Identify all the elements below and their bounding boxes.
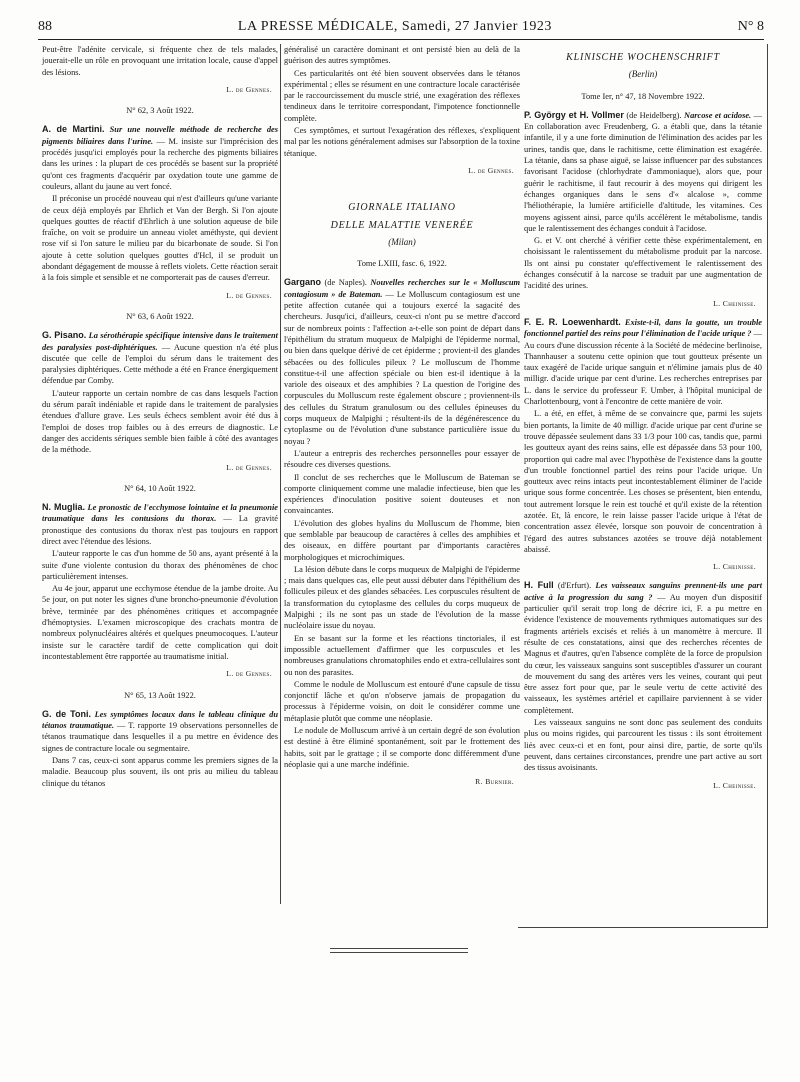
paragraph: L. a été, en effet, à même de se convaincre que, parmi les sujets bien portants, la limite de 40 milligr. d'acide urique par cent d'urine se trouve dépassée seulement dans 33 1/3 pour 100 cas, tandis que, parmi les goutteux ayant des reins sains, elle est dépassée dans 53 pour 100, proportion qui cadre mal avec l'hypothèse de l'existence dans la goutte d'un trouble fonctionnel partiel des reins pour l'acide urique. Un goutteux avec reins intacts peut incontestablement éliminer de l'acide urique sous forme concentrée. Les choses se présentent, bien entendu, tout autrement lorsque le rein est touché et qu'il existe de la rétention azotée. Et, là encore, le rein laisse passer l'acide urique à l'état de concentration assez élevée, lorsque son pouvoir de concentration à l'égard des autres substances azotées se trouve déjà notablement abaissé. xyxy=(524,409,762,554)
article-text: — La gravité pronostique des contusions du thorax n'est pas toujours en rapport direct avec l'étendue des lésions. xyxy=(42,514,278,546)
column-2 xyxy=(284,44,520,792)
article-text: — En collaboration avec Freudenberg, G. a établi que, dans la tétanie infantile, il y a une forte diminution de l'élimination des acides par les urines, tandis que, dans le rachitisme, cette élimination est exagérée. La tétanie, dans sa phase aiguë, se laisse influencer par des substances favorisant l'acidose (chlorhydrate d'ammoniaque), alors que, pour guérir le rachitisme, il faut recourir à des moyens qui dirigent les échanges organiques dans le sens d'« alcalose », comme l'héliothérapie, la lumière artificielle d'altitude, les vitamines. Ces moyens agissent ainsi, parce qu'ils accélèrent le métabolisme, tandis que le ralentissement des échanges conduit à l'acidose. xyxy=(524,110,763,233)
article-text: — Aucune question n'a été plus discutée que celle de l'emploi du sérum dans le traitement des paralysies diphtériques. Cette méthode a été en France énergiquement défendue par Comby. xyxy=(42,342,279,386)
article-text: — M. insiste sur l'imprécision des procédés jusqu'ici employés pour la recherche des pigments biliaires dans les urines : la plupart de ces procédés se basent sur la propriété qu'ont ces fragments d'acquérir par oxydation toute une gamme de couleurs, allant du jaune au vert foncé. xyxy=(42,136,278,191)
article-author: Gargano xyxy=(284,277,322,288)
article-text: — T. rapporte 19 observations personnelles de tétanos traumatique dans lesquelles il a pu mettre en évidence des signes de contracture locale ou segmentaire. xyxy=(42,721,279,753)
article-text: — Au cours d'une discussion récente à la Société de médecine berlinoise, Thannhauser a soutenu cette opinion que tout goutteux présente un taux exagéré de l'acide urique sanguin et n'élimine jamais plus de 40 milligr. d'acide urique par cent d'urine. Les recherches entreprises par L. dans le service du professeur F. Umber, à l'hôpital municipal de Charlottenbourg, vont à l'encontre de cette manière de voir. xyxy=(524,329,762,407)
article-author: G. de Toni. xyxy=(42,708,91,719)
article-text: — Le Molluscum contagiosum est une petite affection cutanée qui a toujours exercé la sagacité des chercheurs. Jusqu'ici, d'ailleurs, ceux-ci n'ont pu se mettre d'accord sur de nombreux points : l'affection a-t-elle son point de départ dans l'épithélium du stratum muqueux de Malpighi de l'épiderme normal, ou bien dans quelque dérivé de cet épiderme ; provient-il des glandes sébacées ou des follicules pileux ? Le molluscum de l'homme constitue-t-il une affection spéciale ou bien est-il identique à la variole des oiseaux et des amphibies ? La question de l'origine des corpuscules du Molluscum reste également obscure ; proviennent-ils des cellules du Stratum granulosum ou des cellules épineuses du corps muqueux de Malpighi ; résultent-ils de la dégénérescence du cytoplasme ou de l'évolution d'une substance particulière issue du noyau ? xyxy=(284,289,520,446)
paragraph: Peut-être l'adénite cervicale, si fréquente chez de tels malades, jouerait-elle un rôle en provoquant une irritation locale, cause d'appel des lésions. xyxy=(42,45,278,77)
journal-title: KLINISCHE WOCHENSCHRIFT xyxy=(566,52,720,63)
issue-number: N° 8 xyxy=(737,19,764,34)
signature: L. de Gennes. xyxy=(226,669,272,679)
article-affiliation: (de Naples). xyxy=(324,278,367,288)
article-title: Narcose et acidose. xyxy=(684,110,752,120)
column-1 xyxy=(42,44,278,790)
paragraph: Il conclut de ses recherches que le Molluscum de Bateman se comporte cliniquement comme une maladie infectieuse, bien que les expériences d'inoculation positive soient douteuses et non convaincantes. xyxy=(284,472,520,516)
paragraph: Les vaisseaux sanguins ne sont donc pas seulement des conduits plus ou moins rigides, qui parcourent les tissus : ils sont étroitement liés avec ceux-ci et en font, pour ainsi dire, partie, de sorte qu'ils peuvent, dans certaines circonstances, prendre une part active au sort des tissus avoisinants. xyxy=(524,718,762,773)
article-title: Les symptômes locaux dans le tableau clinique du tétanos traumatique. xyxy=(42,709,278,731)
article-author: F. E. R. Loewenhardt. xyxy=(524,316,621,327)
journal-title: GIORNALE ITALIANO xyxy=(348,202,456,214)
paragraph: G. et V. ont cherché à vérifier cette thèse expérimentalement, en choisissant le ralentissement du métabolisme produit par la narcose. Ils ont ainsi pu constater qu'effectivement le ralentissement des échanges consécutif à la narcose se traduit par une augmentation de l'acidité des urines. xyxy=(524,236,762,291)
signature: L. Cheinisse. xyxy=(713,780,756,790)
journal-city: (Berlin) xyxy=(628,69,658,80)
article-entry xyxy=(42,502,278,547)
page-number: 88 xyxy=(38,19,52,34)
article-title: La sérothérapie spécifique intensive dans le traitement des paralysies post-diphtériques. xyxy=(42,331,279,352)
issue-reference: N° 64, 10 Août 1922. xyxy=(124,483,196,493)
article-title: Existe-t-il, dans la goutte, un trouble fonctionnel partiel des reins pour l'élimination de l'acide urique ? xyxy=(524,317,763,339)
paragraph: Ces symptômes, et surtout l'exagération des réflexes, s'expliquent mal par les notions généralement admises sur l'absorption de la toxine tétanique. xyxy=(284,126,520,158)
journal-title-line-2: DELLE MALATTIE VENERÉE xyxy=(330,219,474,231)
paragraph: L'auteur rapporte le cas d'un homme de 50 ans, ayant présenté à la suite d'une violente contusion du thorax des phénomènes de choc particulièrement intenses. xyxy=(42,549,278,581)
article-affiliation: (de Heidelberg). xyxy=(626,110,682,120)
article-author: H. Full xyxy=(524,580,554,591)
article-title: Sur une nouvelle méthode de recherche des pigments biliaires dans l'urine. xyxy=(42,125,278,146)
signature: R. Burnier. xyxy=(475,777,514,787)
article-entry xyxy=(42,124,278,192)
signature: L. de Gennes. xyxy=(226,84,272,94)
signature: L. de Gennes. xyxy=(468,165,514,175)
article-title: Les vaisseaux sanguins prennent-ils une part active à la progression du sang ? xyxy=(524,581,763,602)
article-text: — Au moyen d'un dispositif particulier qu'il serait trop long de décrire ici, F. a pu mettre en évidence l'existence de mouvements rythmiques automatiques sur des fragments artériels excisés et reliés à un manomètre à mercure. Il résulte de ces constatations, ainsi que des recherches récentes de Magnus et d'autres, qu'en l'absence complète de la force de propulsion du cœur, les vaisseaux sanguins sont susceptibles d'assurer un courant de mouvement du sang des artères vers les veines, courant qui peut être assez fort pour que, par le seule vertu de cette activité des vaisseaux, les systèmes artériel et capillaire parviennent à se vider complètement. xyxy=(524,592,762,715)
article-title: Nouvelles recherches sur le « Molluscum contagiosum » de Bateman. xyxy=(284,278,520,299)
column-divider-1 xyxy=(280,44,281,904)
article-affiliation: (d'Erfurt). xyxy=(557,581,592,591)
issue-reference: N° 62, 3 Août 1922. xyxy=(126,106,194,116)
paragraph: Comme le nodule de Molluscum est entouré d'une capsule de tissu conjonctif lâche et qu'on n'observe jamais de propagation du processus à l'épiderme voisin, on doit le considérer comme une métaplasie plutôt que comme une néoplasie. xyxy=(284,679,520,723)
signature: L. Cheinisse. xyxy=(713,298,756,308)
issue-reference: Tome Ier, n° 47, 18 Novembre 1922. xyxy=(581,91,705,101)
paragraph: Le nodule de Molluscum arrivé à un certain degré de son évolution est destiné à être éliminé spontanément, soit par le frottement des habits, soit par le grattage ; il se comporte donc différemment d'une néoplasie qui a une marche indéfinie. xyxy=(284,726,520,769)
article-entry xyxy=(524,110,762,234)
paragraph: En se basant sur la forme et les réactions tinctoriales, il est impossible actuellement d'affirmer que les corpuscules et les nombreuses granulations chromatophiles endo et extra-cellulaires sont ou non des parasites. xyxy=(284,633,520,677)
article-author: N. Muglia. xyxy=(42,502,85,513)
journal-city: (Milan) xyxy=(388,236,416,247)
paragraph: généralisé un caractère dominant et ont persisté bien au delà de la guérison des autres symptômes. xyxy=(284,45,520,66)
article-entry xyxy=(42,330,278,386)
signature: L. de Gennes. xyxy=(226,290,272,300)
article-entry xyxy=(42,709,278,754)
article-entry xyxy=(284,277,520,446)
paragraph: L'auteur rapporte un certain nombre de cas dans lesquels l'action du sérum paraît indéniable et rapide dans le traitement de paralysies étendues d'allure grave. Les seuls échecs semblent avoir été dus à l'emploi de doses trop faibles ou à des erreurs de diagnostic. Le danger des accidents sériques semble bien faible à côté des avantages de la méthode. xyxy=(42,388,278,455)
paragraph: L'auteur a entrepris des recherches personnelles pour essayer de résoudre ces diverses questions. xyxy=(284,448,520,470)
article-title: Le pronostic de l'ecchymose lointaine et la pneumonie traumatique dans les contusions du thorax. xyxy=(42,503,279,524)
signature: L. Cheinisse. xyxy=(713,562,756,572)
signature: L. de Gennes. xyxy=(226,462,272,472)
article-entry xyxy=(524,580,762,716)
paragraph: L'évolution des globes hyalins du Molluscum de l'homme, bien que semblable par beaucoup de caractères à celles des amphibies et des oiseaux, en diffère pourtant par d'importants caractères morphologiques et microchimiques. xyxy=(284,518,520,562)
column-3 xyxy=(524,44,762,795)
article-author: P. György et H. Vollmer xyxy=(524,109,624,120)
issue-reference: N° 63, 6 Août 1922. xyxy=(126,311,194,321)
paragraph: La lésion débute dans le corps muqueux de Malpighi de l'épiderme ; mais dans quelques cas, elle peut aussi débuter dans l'épithélium des follicules pileux et des glandes sébacées. Les corpuscules résultent de la transformation du cytoplasme des cellules du corps muqueux de Malpighi ; ils ne sont pas un stade de l'évolution de la masse nucléolaire issue du noyau. xyxy=(284,564,520,631)
page-header-title: LA PRESSE MÉDICALE, Samedi, 27 Janvier 1923 xyxy=(237,19,552,34)
issue-reference: Tome LXIII, fasc. 6, 1922. xyxy=(357,259,447,269)
article-author: G. Pisano. xyxy=(42,330,87,341)
section-end-rule xyxy=(330,948,468,953)
paragraph: Il préconise un procédé nouveau qui n'est d'ailleurs qu'une variante de ceux déjà employés par Ehrlich et Van der Bergh. Si l'on ajoute quelques gouttes de réactif d'Ehrlich à une solution aqueuse de bile fraîche, on voit se produire un anneau violet améthyste, qui devient rose vif si l'on sature le milieu par du bicarbonate de soude. Si l'on ajoute à cette solution quelques gouttes d'Hcl, il se produit un abondant dégagement de mousse à reflets violets. Cette réaction serait à la fois simple et sensible et ne comporterait pas de causes d'erreur. xyxy=(42,194,278,283)
article-author: A. de Martini. xyxy=(42,124,105,135)
paragraph: Ces particularités ont été bien souvent observées dans le tétanos expérimental ; elles se résument en une contracture locale caractérisée par le raccourcissement du muscle strié, une exagération des réflexes tendineux dans le territoire correspondant, l'impotence fonctionnelle complète. xyxy=(284,68,520,123)
article-entry xyxy=(524,317,762,407)
paragraph: Au 4e jour, apparut une ecchymose étendue de la jambe droite. Au 5e jour, on put noter les signes d'une broncho-pneumonie d'évolution brève, terminée par des phénomènes critiques et accompagnée d'hémoptysies. L'examen microscopique des crachats montra de nombreux polynucléaires altérés et quelques pneumocoques. L'auteur insiste sur le caractère tardif de cette complication qui doit incontestablement être rapportée au traumatisme initial. xyxy=(42,584,278,661)
issue-reference: N° 65, 13 Août 1922. xyxy=(124,690,196,700)
page-header xyxy=(38,14,764,40)
paragraph: Dans 7 cas, ceux-ci sont apparus comme les premiers signes de la maladie. Beaucoup plus souvent, ils ont pris au milieu du tableau clinique du tétanos xyxy=(42,756,278,788)
